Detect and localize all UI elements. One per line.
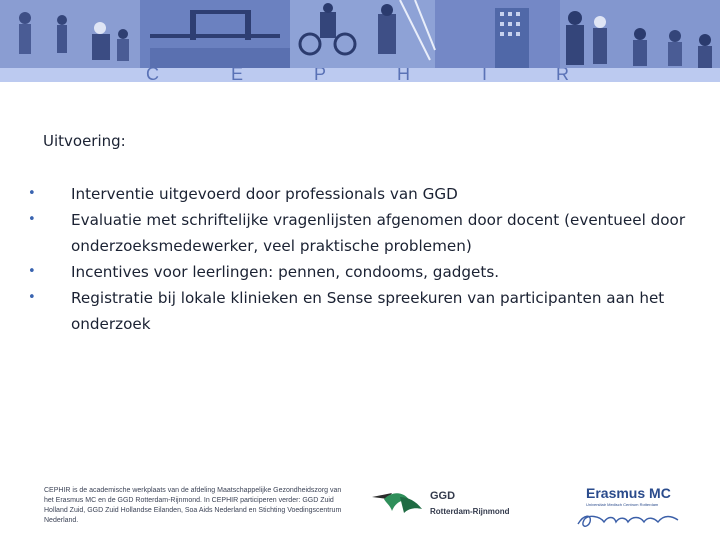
bullet-text: Registratie bij lokale klinieken en Sense spreekuren van participanten aan het onderzoek (71, 289, 665, 333)
ggd-subtitle: Rotterdam-Rijnmond (430, 507, 510, 516)
bullet-list (28, 181, 698, 337)
bullet-item (28, 285, 698, 337)
cephir-letter: P (314, 68, 327, 82)
cephir-letter: R (556, 68, 569, 82)
bullet-text: Interventie uitgevoerd door professionals van GGD (71, 185, 458, 203)
bullet-icon: • (28, 290, 36, 305)
ggd-name: GGD (430, 490, 456, 502)
bullet-text: Incentives voor leerlingen: pennen, condooms, gadgets. (71, 263, 500, 281)
cephir-letter: E (231, 68, 244, 82)
bullet-item (28, 259, 698, 285)
bullet-item (28, 207, 698, 259)
bullet-icon: • (28, 186, 36, 201)
bullet-icon: • (28, 264, 36, 279)
footer-description: CEPHIR is de academische werkplaats van de afdeling Maatschappelijke Gezondheidszorg van het Erasmus MC en de GGD Rotterdam-Rijnmond. In CEPHIR participeren verder: GGD Zuid Holland Zuid, GGD Zuid Hollandse Eilanden, Soa Aids Nederland en Stichting Voedingscentrum Nederland. (44, 487, 342, 524)
cephir-letter: C (146, 68, 159, 82)
bullet-icon: • (28, 212, 36, 227)
cephir-letter-bar (0, 68, 720, 82)
erasmus-mc-name: Erasmus MC (586, 485, 671, 501)
cephir-letter: H (397, 68, 410, 82)
erasmus-mc-logo (574, 484, 694, 530)
erasmus-signature-icon (574, 508, 684, 530)
banner-photo-collage (0, 0, 720, 68)
bullet-text: Evaluatie met schriftelijke vragenlijsten afgenomen door docent (eventueel door onderzoeksmedewerker, veel praktische problemen) (71, 211, 686, 255)
bullet-item (28, 181, 698, 207)
ggd-logo (370, 487, 530, 521)
ggd-bird-logo-icon (370, 487, 426, 517)
cephir-letter: I (482, 68, 488, 82)
erasmus-mc-tagline: Universitair Medisch Centrum Rotterdam (586, 502, 659, 507)
slide-heading: Uitvoering: (43, 132, 126, 150)
header-banner (0, 0, 720, 68)
